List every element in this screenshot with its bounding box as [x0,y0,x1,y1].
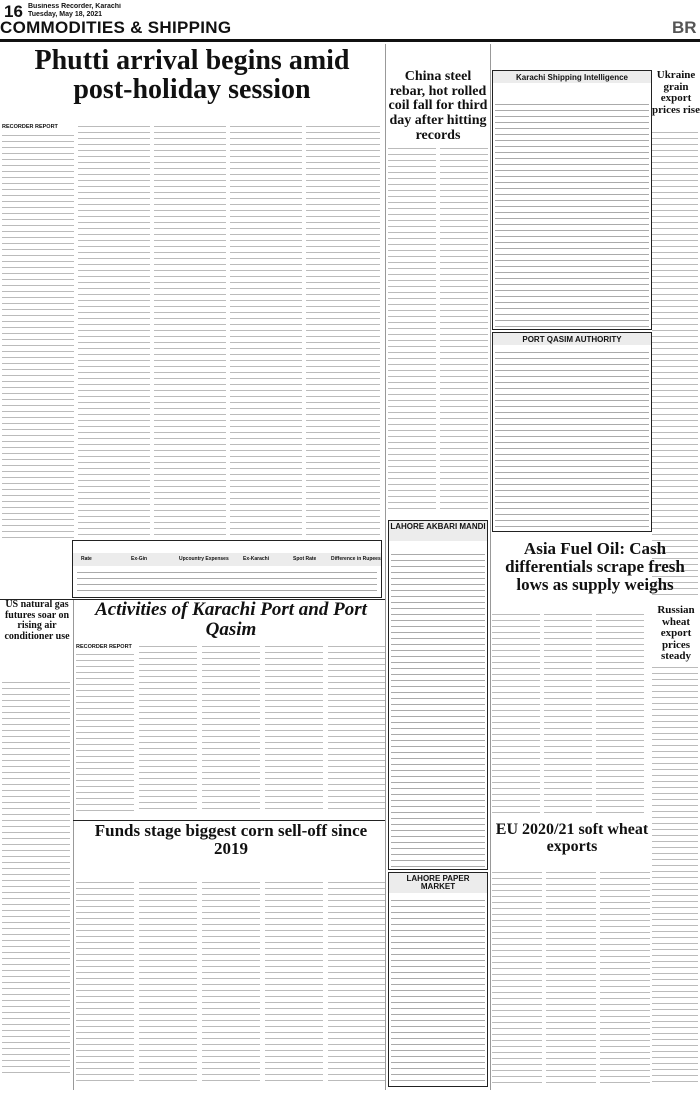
port-qasim-title: PORT QASIM AUTHORITY [493,333,651,345]
article-text-column [306,124,380,538]
headline-china-steel: China steel rebar, hot rolled coil fall for third day after hitting records [388,70,488,143]
article-text-column [492,870,542,1083]
byline-activities: RECORDER REPORT [76,644,132,650]
port-qasim-table-rows [495,349,649,529]
lahore-akbari-mandi-box [388,520,488,870]
section-title-right: BR [672,18,697,37]
article-text-column [652,665,698,1083]
headline-funds-corn: Funds stage biggest corn sell-off since 2019 [94,822,368,858]
article-ukraine-body [652,130,698,600]
article-text-column [139,880,197,1083]
headline-eu-wheat: EU 2020/21 soft wheat exports [495,822,649,855]
article-text-column [388,146,436,514]
kca-col-exkarachi: Ex-Karachi [243,556,270,562]
column-divider [490,44,491,1090]
kca-col-upcountry: Upcountry Expenses [179,556,229,562]
headline-ukraine: Ukraine grain export prices rise [652,70,700,116]
kca-table-header [73,553,381,566]
article-text-column [544,612,592,818]
header-rule [0,39,700,42]
article-us-gas-body [2,680,70,1080]
section-title: COMMODITIES & SHIPPING [0,18,232,37]
paper-name [28,3,121,19]
kca-col-diff: Difference in Rupees [331,556,381,562]
headline-phutti: Phutti arrival begins amid post-holiday session [34,46,350,105]
article-eu-wheat-body [492,870,650,1085]
article-text-column [202,880,260,1083]
article-text-column [78,124,150,538]
article-phutti-body [2,124,382,540]
article-text-column [265,644,323,814]
shipping-table-rows [495,101,649,327]
lahore-paper-rows [391,897,485,1084]
paper-title: Business Recorder, Karachi [28,3,121,10]
lahore-paper-market-box [388,872,488,1087]
byline-phutti: RECORDER REPORT [2,124,58,130]
article-russian-wheat-body [652,665,698,1085]
section-divider [0,599,385,600]
article-text-column [139,644,197,814]
article-text-column [492,612,540,818]
article-text-column [600,870,650,1083]
article-text-column [76,880,134,1083]
article-funds-corn-body [76,880,386,1085]
kca-col-exgin: Ex-Gin [131,556,148,562]
article-text-column [230,124,302,538]
kca-table-rows [77,569,377,595]
kca-col-spot: Spot Rate [293,556,317,562]
article-text-column [76,652,134,814]
article-text-column [265,880,323,1083]
paper-date: Tuesday, May 18, 2021 [28,11,103,18]
article-text-column [202,644,260,814]
article-text-column [2,680,70,1078]
kca-col-rate: Rate [81,556,92,562]
article-text-column [652,130,698,598]
article-text-column [328,880,386,1083]
article-text-column [2,133,74,538]
article-china-steel-body [388,146,488,516]
page-number: 16 [4,2,23,21]
column-divider [385,44,386,1090]
lahore-akbari-rows [391,551,485,867]
article-text-column [154,124,226,538]
port-qasim-box [492,332,652,532]
shipping-title: Karachi Shipping Intelligence [493,71,651,83]
lahore-akbari-title: LAHORE AKBARI MANDI [389,521,487,541]
kca-rate-table [72,540,382,598]
section-divider [73,820,385,821]
headline-activities: Activities of Karachi Port and Port Qasim [95,600,367,640]
article-activities-body [76,644,386,816]
article-text-column [328,644,386,814]
article-text-column [440,146,488,514]
article-text-column [546,870,596,1083]
headline-russian-wheat: Russian wheat export prices steady [657,605,695,663]
shipping-intelligence-box [492,70,652,330]
lahore-paper-title: LAHORE PAPER MARKET [389,873,487,893]
article-text-column [596,612,644,818]
headline-us-gas: US natural gas futures soar on rising air conditioner use [4,600,70,642]
column-divider [73,600,74,1090]
headline-asia-fuel: Asia Fuel Oil: Cash differentials scrape fresh lows as supply weighs [505,540,685,594]
